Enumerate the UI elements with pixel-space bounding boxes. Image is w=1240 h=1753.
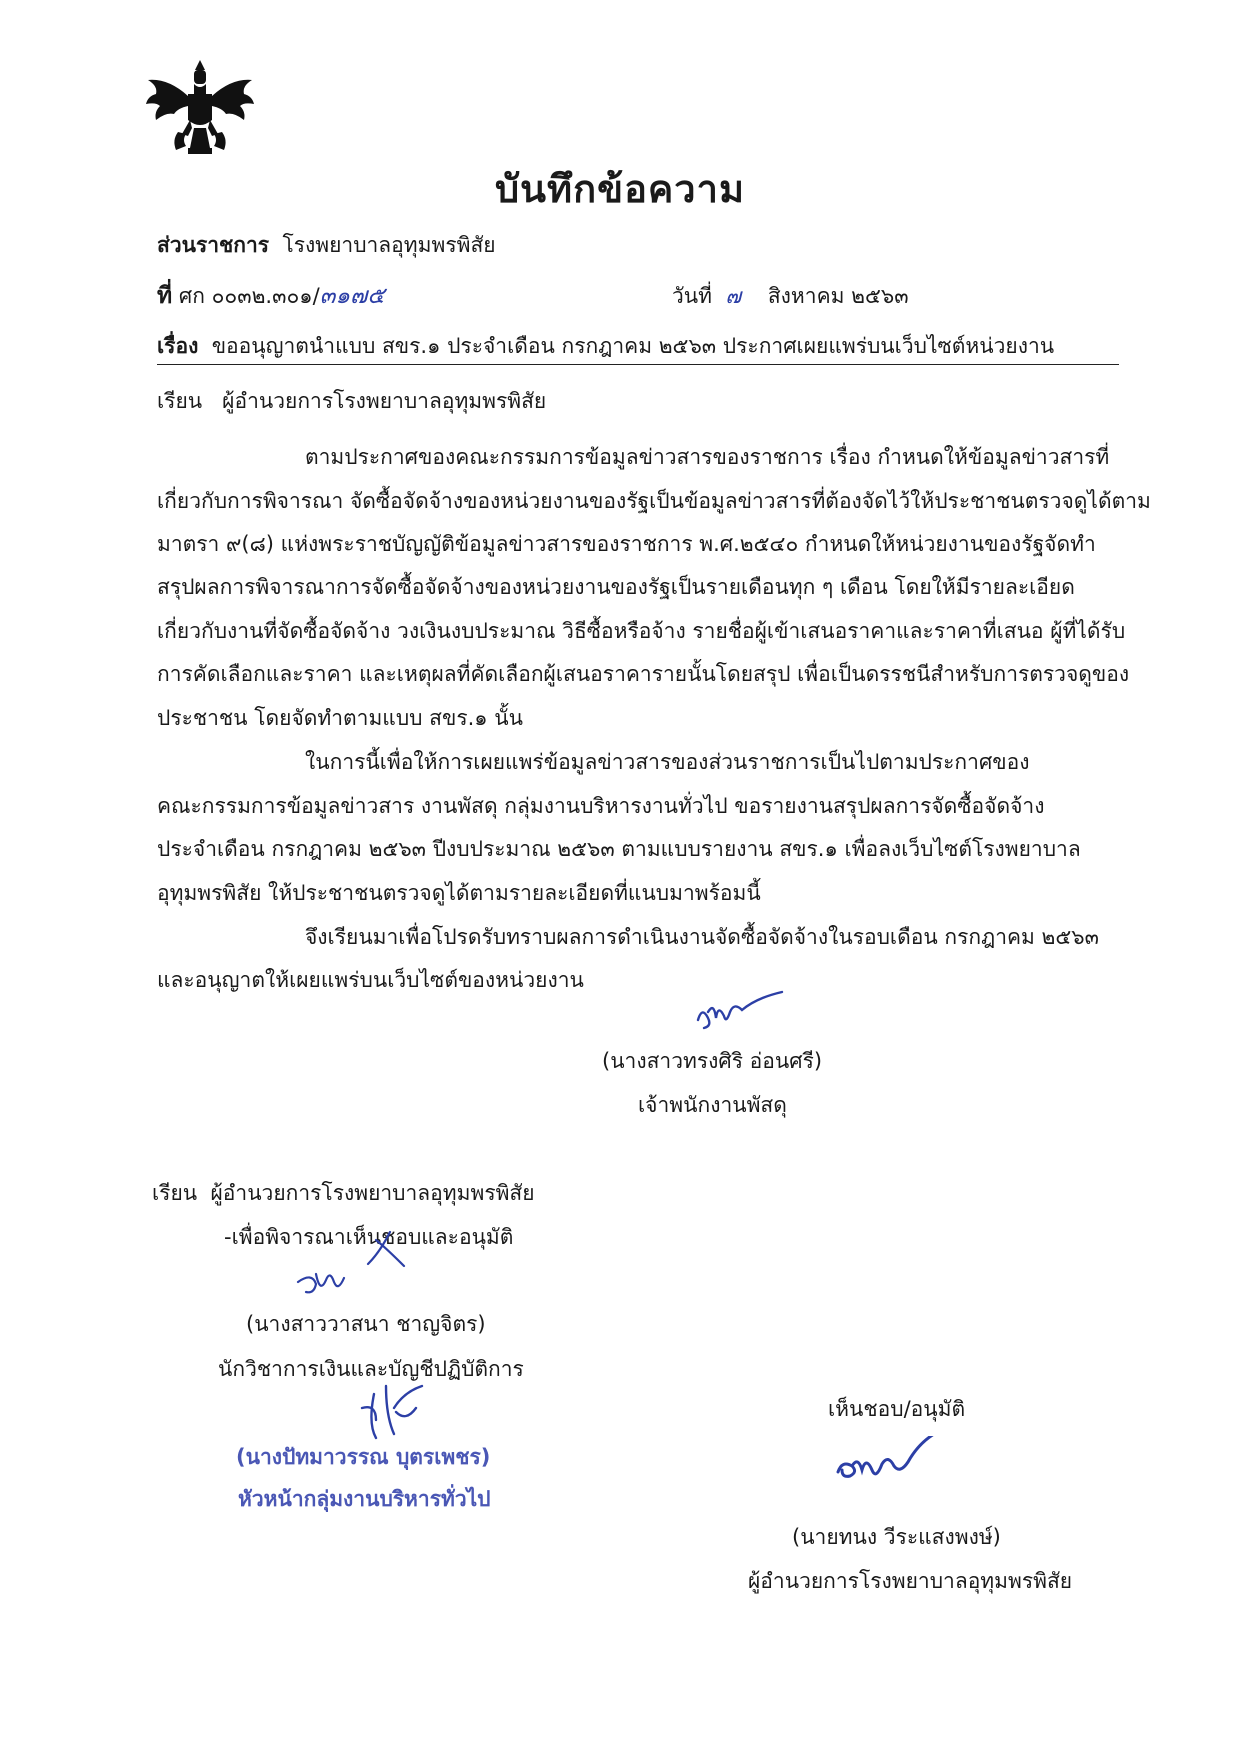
signer-name: (นางสาวทรงศิริ อ่อนศรี) bbox=[602, 1049, 823, 1073]
head-name-stamp: (นางปัทมาวรรณ บุตรเพชร) bbox=[236, 1445, 491, 1469]
salutation-value: ผู้อำนวยการโรงพยาบาลอุทุมพรพิสัย bbox=[222, 389, 547, 413]
header-divider bbox=[157, 364, 1119, 365]
body-line-13: และอนุญาตให้เผยแพร่บนเว็บไซต์ของหน่วยงาน bbox=[157, 968, 584, 992]
head-position-stamp: หัวหน้ากลุ่มงานบริหารทั่วไป bbox=[238, 1487, 491, 1511]
body-line-1: ตามประกาศของคณะกรรมการข้อมูลข่าวสารของราชการ เรื่อง กำหนดให้ข้อมูลข่าวสารที่ bbox=[305, 445, 1110, 469]
subject-label: เรื่อง bbox=[157, 334, 199, 358]
body-line-6: การคัดเลือกและราคา และเหตุผลที่คัดเลือกผู้เสนอราคารายนั้นโดยสรุป เพื่อเป็นดรรชนีสำหรับการตรวจดูของ bbox=[157, 662, 1130, 686]
body-line-4: สรุปผลการพิจารณาการจัดซื้อจัดจ้างของหน่วยงานของรัฐเป็นรายเดือนทุก ๆ เดือน โดยให้มีรายละเอียด bbox=[157, 575, 1075, 599]
officer-name: (นางสาววาสนา ชาญจิตร) bbox=[246, 1312, 486, 1336]
memo-title: บันทึกข้อความ bbox=[494, 167, 746, 211]
date-month-year: สิงหาคม ๒๕๖๓ bbox=[767, 284, 909, 308]
date-day: ๗ bbox=[725, 284, 742, 308]
body-line-9: คณะกรรมการข้อมูลข่าวสาร งานพัสดุ กลุ่มงานบริหารงานทั่วไป ขอรายงานสรุปผลการจัดซื้อจัดจ้าง bbox=[157, 794, 1045, 818]
subject-row bbox=[157, 331, 1054, 361]
body-line-3: มาตรา ๙(๘) แห่งพระราชบัญญัติข้อมูลข่าวสารของราชการ พ.ศ.๒๕๔๐ กำหนดให้หน่วยงานของรัฐจัดทำ bbox=[157, 532, 1096, 556]
agency-label: ส่วนราชการ bbox=[157, 233, 270, 257]
body-line-11: อุทุมพรพิสัย ให้ประชาชนตรวจดูได้ตามรายละเอียดที่แนบมาพร้อมนี้ bbox=[157, 881, 761, 905]
agency-value: โรงพยาบาลอุทุมพรพิสัย bbox=[282, 233, 496, 257]
reference-row bbox=[157, 281, 385, 311]
endorsement-label: เรียน bbox=[152, 1181, 198, 1205]
date-row bbox=[672, 281, 909, 311]
body-line-7: ประชาชน โดยจัดทำตามแบบ สขร.๑ นั้น bbox=[157, 706, 524, 730]
director-position: ผู้อำนวยการโรงพยาบาลอุทุมพรพิสัย bbox=[748, 1569, 1073, 1593]
endorsement-request: -เพื่อพิจารณาเห็นชอบและอนุมัติ bbox=[224, 1225, 514, 1249]
reference-handwritten: ๓๑๗๕ bbox=[319, 283, 385, 309]
endorsement-salutation bbox=[152, 1178, 535, 1208]
reference-label: ที่ bbox=[157, 283, 173, 309]
officer-position: นักวิชาการเงินและบัญชีปฏิบัติการ bbox=[218, 1357, 524, 1381]
salutation-label: เรียน bbox=[157, 389, 203, 413]
body-line-12: จึงเรียนมาเพื่อโปรดรับทราบผลการดำเนินงานจัดซื้อจัดจ้างในรอบเดือน กรกฎาคม ๒๕๖๓ bbox=[305, 925, 1099, 949]
director-signature bbox=[832, 1436, 962, 1492]
signer-position: เจ้าพนักงานพัสดุ bbox=[638, 1093, 787, 1117]
reference-value: ศก ๐๐๓๒.๓๐๑/ bbox=[178, 284, 320, 308]
endorsement-value: ผู้อำนวยการโรงพยาบาลอุทุมพรพิสัย bbox=[210, 1181, 535, 1205]
body-line-5: เกี่ยวกับงานที่จัดซื้อจัดจ้าง วงเงินงบประมาณ วิธีซื้อหรือจ้าง รายชื่อผู้เข้าเสนอราคาและราคาที่เสนอ ผู้ที่ได้รับ bbox=[157, 619, 1126, 643]
head-signature bbox=[352, 1378, 432, 1448]
officer-signature bbox=[290, 1220, 440, 1310]
signer-signature bbox=[690, 990, 790, 1040]
agency-row bbox=[157, 230, 496, 260]
salutation-row bbox=[157, 386, 546, 416]
director-name: (นายทนง วีระแสงพงษ์) bbox=[792, 1525, 1001, 1549]
approval-label: เห็นชอบ/อนุมัติ bbox=[828, 1397, 966, 1421]
body-line-10: ประจำเดือน กรกฎาคม ๒๕๖๓ ปีงบประมาณ ๒๕๖๓ ตามแบบรายงาน สขร.๑ เพื่อลงเว็บไซต์โรงพยาบาล bbox=[157, 837, 1081, 861]
garuda-emblem bbox=[144, 58, 256, 158]
date-label: วันที่ bbox=[672, 284, 712, 308]
subject-value: ขออนุญาตนำแบบ สขร.๑ ประจำเดือน กรกฎาคม ๒๕๖๓ ประกาศเผยแพร่บนเว็บไซต์หน่วยงาน bbox=[211, 334, 1055, 358]
body-line-2: เกี่ยวกับการพิจารณา จัดซื้อจัดจ้างของหน่วยงานของรัฐเป็นข้อมูลข่าวสารที่ต้องจัดไว้ให้ประชาชนตรวจดูได้ตาม bbox=[157, 489, 1151, 513]
body-line-8: ในการนี้เพื่อให้การเผยแพร่ข้อมูลข่าวสารของส่วนราชการเป็นไปตามประกาศของ bbox=[305, 750, 1030, 774]
